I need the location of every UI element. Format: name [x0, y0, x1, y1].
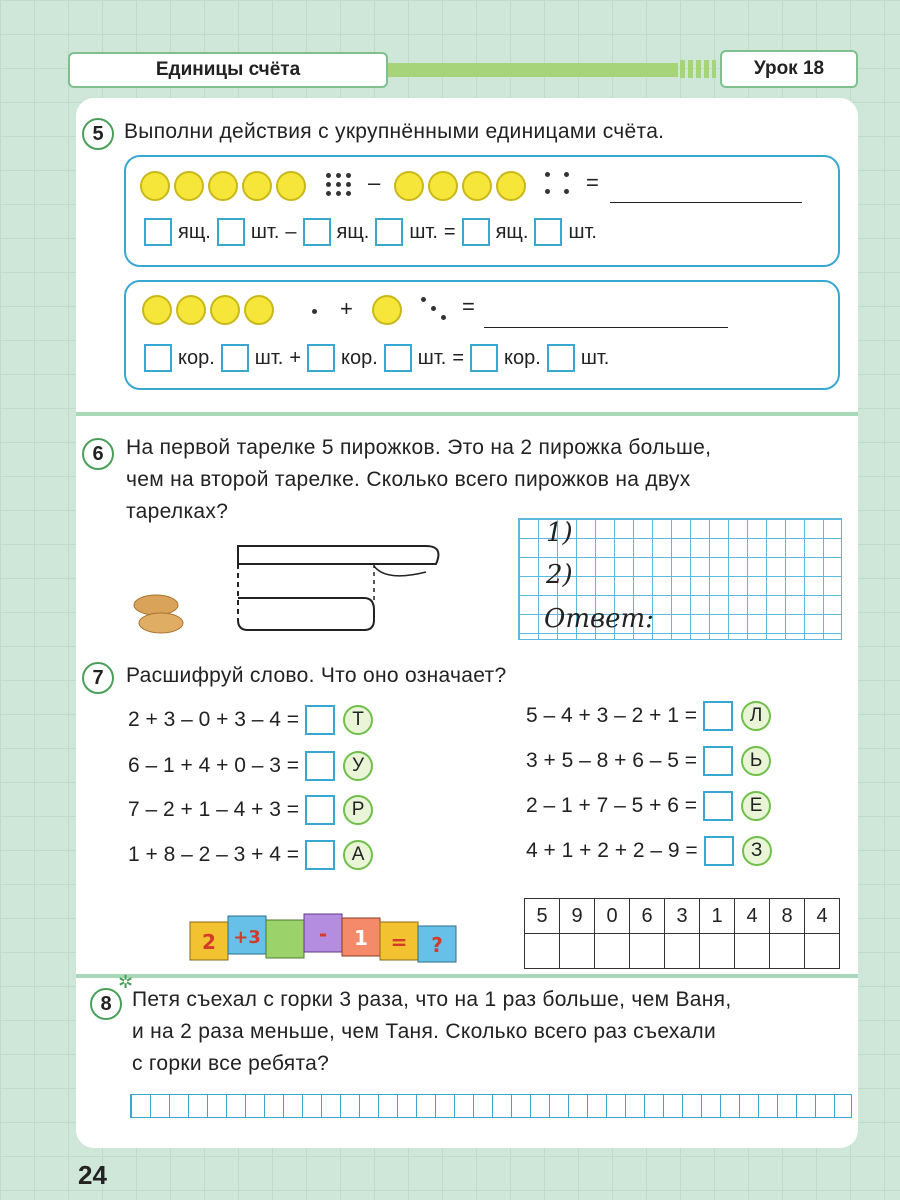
cube-label: +3 [233, 927, 261, 948]
star-icon: ✲ [118, 972, 134, 992]
unit-label: кор. [178, 346, 215, 369]
cube-label: ? [431, 933, 443, 957]
expression-row [128, 795, 373, 825]
cube-label: - [318, 922, 328, 946]
plus-sign: + [340, 296, 353, 321]
expression-row [526, 836, 772, 866]
equals-sign: = [443, 220, 456, 243]
coins-group-4b [142, 295, 274, 325]
expression: 1 + 8 – 2 – 3 + 4 = [128, 843, 300, 866]
code-cell: 3 [665, 899, 700, 934]
pie-icon [134, 595, 178, 615]
letter-cell[interactable] [560, 934, 595, 969]
coin [428, 171, 458, 201]
dot [545, 172, 550, 177]
letter-cell[interactable] [665, 934, 700, 969]
letter-cell[interactable] [525, 934, 560, 969]
task-6-text [126, 432, 711, 528]
answer-box[interactable] [303, 218, 331, 246]
task-8-line: Петя съехал с горки 3 раза, что на 1 раз больше, чем Ваня, [132, 988, 732, 1011]
code-cell: 8 [770, 899, 805, 934]
dot [346, 191, 351, 196]
plus-sign: + [289, 346, 302, 369]
letter-badge: Ь [741, 746, 771, 776]
answer-box[interactable] [547, 344, 575, 372]
expression: 2 + 3 – 0 + 3 – 4 = [128, 708, 300, 731]
dot [326, 182, 331, 187]
letter-cell[interactable] [770, 934, 805, 969]
unit-label: ящ. [336, 220, 370, 243]
hand-2: 2) [546, 560, 573, 590]
code-cell: 4 [735, 899, 770, 934]
dot [326, 191, 331, 196]
expression: 7 – 2 + 1 – 4 + 3 = [128, 798, 300, 821]
answer-box[interactable] [307, 344, 335, 372]
expression: 6 – 1 + 4 + 0 – 3 = [128, 754, 300, 777]
expression: 2 – 1 + 7 – 5 + 6 = [526, 794, 698, 817]
dot [564, 189, 569, 194]
code-cell: 6 [630, 899, 665, 934]
coin [176, 295, 206, 325]
expression-row [526, 746, 771, 776]
task-8-line: с горки все ребята? [132, 1052, 330, 1075]
answer-line[interactable] [484, 327, 728, 328]
topic-title: Единицы счёта [68, 52, 388, 88]
answer-row [525, 934, 840, 969]
dot [421, 297, 426, 302]
expression-row [526, 701, 771, 731]
letter-badge: Р [343, 795, 373, 825]
letter-badge: Т [343, 705, 373, 735]
letter-badge: Е [741, 791, 771, 821]
code-row [525, 899, 840, 934]
letter-badge: У [343, 751, 373, 781]
expression-row [128, 751, 373, 781]
coin [210, 295, 240, 325]
answer-box[interactable] [305, 751, 335, 781]
task-8-text [132, 984, 732, 1080]
answer-box[interactable] [305, 795, 335, 825]
expression-row [128, 705, 373, 735]
dot [545, 189, 550, 194]
equals-sign: = [462, 294, 475, 319]
expression: 4 + 1 + 2 + 2 – 9 = [526, 839, 698, 862]
minus-sign: – [285, 220, 297, 243]
top-bar [238, 546, 438, 564]
code-table [524, 898, 840, 969]
coin [496, 171, 526, 201]
code-cell: 9 [560, 899, 595, 934]
answer-box[interactable] [384, 344, 412, 372]
dot [326, 173, 331, 178]
task-6-line: чем на второй тарелке. Сколько всего пирожков на двух [126, 468, 691, 491]
coin [244, 295, 274, 325]
bottom-bar [238, 598, 374, 630]
dots-nine [326, 173, 351, 196]
dot [564, 172, 569, 177]
section-divider [76, 412, 858, 416]
expression: 5 – 4 + 3 – 2 + 1 = [526, 704, 698, 727]
coin [140, 171, 170, 201]
coin [242, 171, 272, 201]
cube-label: = [390, 930, 408, 954]
brace [374, 566, 426, 576]
unit-label: шт. [409, 220, 438, 243]
answer-box[interactable] [703, 701, 733, 731]
cube [266, 920, 304, 958]
page-number: 24 [78, 1160, 107, 1190]
task-number-8: 8 [90, 988, 122, 1020]
letter-badge: З [742, 836, 772, 866]
minus-sign: – [368, 170, 381, 195]
header-stripe-bars [680, 60, 716, 78]
task-number-7: 7 [82, 662, 114, 694]
coin [462, 171, 492, 201]
letter-badge: Л [741, 701, 771, 731]
hand-answer: Ответ: [544, 604, 654, 634]
code-cell: 0 [595, 899, 630, 934]
letter-cell[interactable] [805, 934, 840, 969]
coins-group-5 [140, 171, 306, 201]
bar-diagram [126, 530, 456, 650]
letter-cell[interactable] [595, 934, 630, 969]
dot [441, 315, 446, 320]
task-number-6: 6 [82, 438, 114, 470]
dot [346, 173, 351, 178]
coin [372, 295, 402, 325]
answer-strip[interactable] [130, 1094, 852, 1118]
unit-label: ящ. [495, 220, 529, 243]
answer-box[interactable] [462, 218, 490, 246]
answer-box[interactable] [221, 344, 249, 372]
answer-box[interactable] [305, 705, 335, 735]
expression: 3 + 5 – 8 + 6 – 5 = [526, 749, 698, 772]
cube-label: 1 [354, 926, 368, 950]
unit-label: шт. [568, 220, 597, 243]
coins-group-4 [394, 171, 526, 201]
dot [336, 191, 341, 196]
expression-row [526, 791, 771, 821]
units-row-2 [144, 344, 609, 372]
dot [431, 306, 436, 311]
unit-label: шт. [580, 346, 610, 369]
dots-four [545, 172, 569, 194]
cube-label: 2 [202, 930, 216, 954]
coin [174, 171, 204, 201]
coin [276, 171, 306, 201]
task-7-text: Расшифруй слово. Что оно означает? [126, 664, 507, 687]
unit-label: шт. [417, 346, 447, 369]
answer-box[interactable] [703, 791, 733, 821]
section-divider [76, 974, 858, 978]
code-cell: 4 [805, 899, 840, 934]
unit-label: шт. [250, 220, 280, 243]
units-row-1 [144, 218, 597, 246]
letter-badge: А [343, 840, 373, 870]
equals-sign: = [452, 346, 465, 369]
task-8-line: и на 2 раза меньше, чем Таня. Сколько всего раз съехали [132, 1020, 717, 1043]
answer-line[interactable] [610, 202, 802, 203]
expression-row [128, 840, 373, 870]
unit-label: шт. [254, 346, 284, 369]
dot [346, 182, 351, 187]
answer-box[interactable] [217, 218, 245, 246]
answer-box[interactable] [704, 836, 734, 866]
task-6-line: тарелках? [126, 500, 229, 523]
unit-label: ящ. [178, 220, 211, 243]
dot-single [312, 309, 317, 314]
answer-box[interactable] [470, 344, 498, 372]
answer-box[interactable] [375, 218, 403, 246]
task-number-5: 5 [82, 118, 114, 150]
pie-icon [139, 613, 183, 633]
hand-1: 1) [546, 518, 573, 548]
answer-box[interactable] [305, 840, 335, 870]
coin [394, 171, 424, 201]
letter-cell[interactable] [630, 934, 665, 969]
letter-cell[interactable] [735, 934, 770, 969]
cubes-illustration [186, 906, 466, 966]
lesson-label: Урок 18 [720, 50, 858, 88]
header-stripe [388, 63, 678, 77]
unit-label: кор. [504, 346, 541, 369]
unit-label: кор. [341, 346, 378, 369]
letter-cell[interactable] [700, 934, 735, 969]
answer-box[interactable] [534, 218, 562, 246]
task-5-text: Выполни действия с укрупнёнными единицами счёта. [124, 120, 665, 143]
answer-box[interactable] [703, 746, 733, 776]
code-cell: 1 [700, 899, 735, 934]
task-6-line: На первой тарелке 5 пирожков. Это на 2 пирожка больше, [126, 436, 712, 459]
answer-box[interactable] [144, 218, 172, 246]
answer-box[interactable] [144, 344, 172, 372]
code-cell: 5 [525, 899, 560, 934]
equals-sign: = [586, 170, 599, 195]
dot [336, 173, 341, 178]
coin [208, 171, 238, 201]
dot [336, 182, 341, 187]
coin [142, 295, 172, 325]
